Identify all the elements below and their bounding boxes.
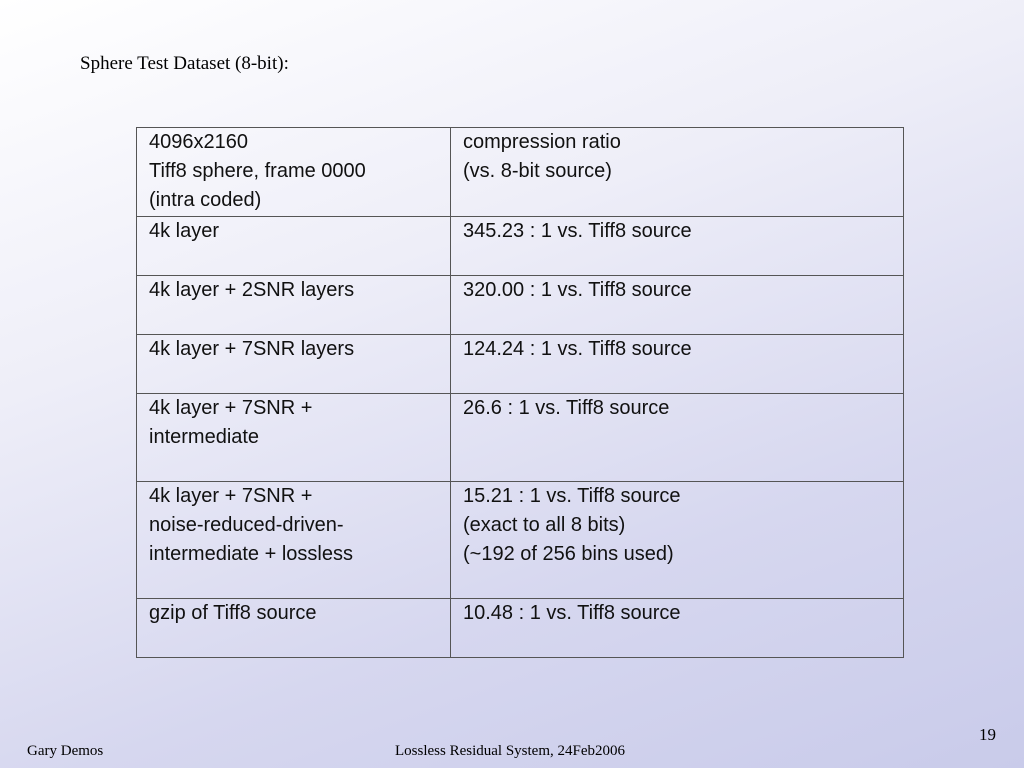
ratio-note: (exact to all 8 bits) xyxy=(463,514,626,536)
ratio-text: 26.6 : 1 vs. Tiff8 source xyxy=(463,397,670,419)
ratio-cell xyxy=(451,599,904,658)
table-row xyxy=(137,482,904,599)
config-cell xyxy=(137,217,451,276)
config-text: intermediate xyxy=(149,426,260,448)
ratio-text: 345.23 : 1 vs. Tiff8 source xyxy=(463,220,692,242)
config-text: noise-reduced-driven- xyxy=(149,514,344,536)
ratio-text: 15.21 : 1 vs. Tiff8 source xyxy=(463,485,681,507)
header-ratio-reference: (vs. 8-bit source) xyxy=(463,160,612,182)
ratio-text: 10.48 : 1 vs. Tiff8 source xyxy=(463,602,681,624)
config-cell xyxy=(137,335,451,394)
header-cell-dataset xyxy=(137,128,451,217)
config-cell xyxy=(137,276,451,335)
ratio-note: (~192 of 256 bins used) xyxy=(463,543,674,565)
config-cell xyxy=(137,599,451,658)
config-text: gzip of Tiff8 source xyxy=(149,602,317,624)
header-cell-compression-ratio xyxy=(451,128,904,217)
config-text: intermediate + lossless xyxy=(149,543,353,565)
footer-title: Lossless Residual System, 24Feb2006 xyxy=(395,743,626,759)
footer-author: Gary Demos xyxy=(27,743,104,759)
table-header-row xyxy=(137,128,904,217)
page-number: 19 xyxy=(979,725,996,744)
config-text: 4k layer + 2SNR layers xyxy=(149,279,355,301)
table-row xyxy=(137,599,904,658)
table-row xyxy=(137,276,904,335)
config-text: 4k layer + 7SNR + xyxy=(149,397,313,419)
ratio-cell xyxy=(451,394,904,482)
header-dataset-coding: (intra coded) xyxy=(149,189,262,211)
config-text: 4k layer xyxy=(149,220,220,242)
table-row xyxy=(137,335,904,394)
ratio-cell xyxy=(451,335,904,394)
config-text: 4k layer + 7SNR + xyxy=(149,485,313,507)
ratio-cell xyxy=(451,482,904,599)
ratio-cell xyxy=(451,217,904,276)
table-row xyxy=(137,394,904,482)
header-ratio-label: compression ratio xyxy=(463,131,621,153)
header-dataset-resolution: 4096x2160 xyxy=(149,131,248,153)
slide-title: Sphere Test Dataset (8-bit): xyxy=(80,53,289,74)
compression-results-table xyxy=(136,127,904,658)
config-text: 4k layer + 7SNR layers xyxy=(149,338,355,360)
config-cell xyxy=(137,394,451,482)
ratio-cell xyxy=(451,276,904,335)
header-dataset-source: Tiff8 sphere, frame 0000 xyxy=(149,160,366,182)
ratio-text: 124.24 : 1 vs. Tiff8 source xyxy=(463,338,692,360)
table-row xyxy=(137,217,904,276)
ratio-text: 320.00 : 1 vs. Tiff8 source xyxy=(463,279,692,301)
config-cell xyxy=(137,482,451,599)
